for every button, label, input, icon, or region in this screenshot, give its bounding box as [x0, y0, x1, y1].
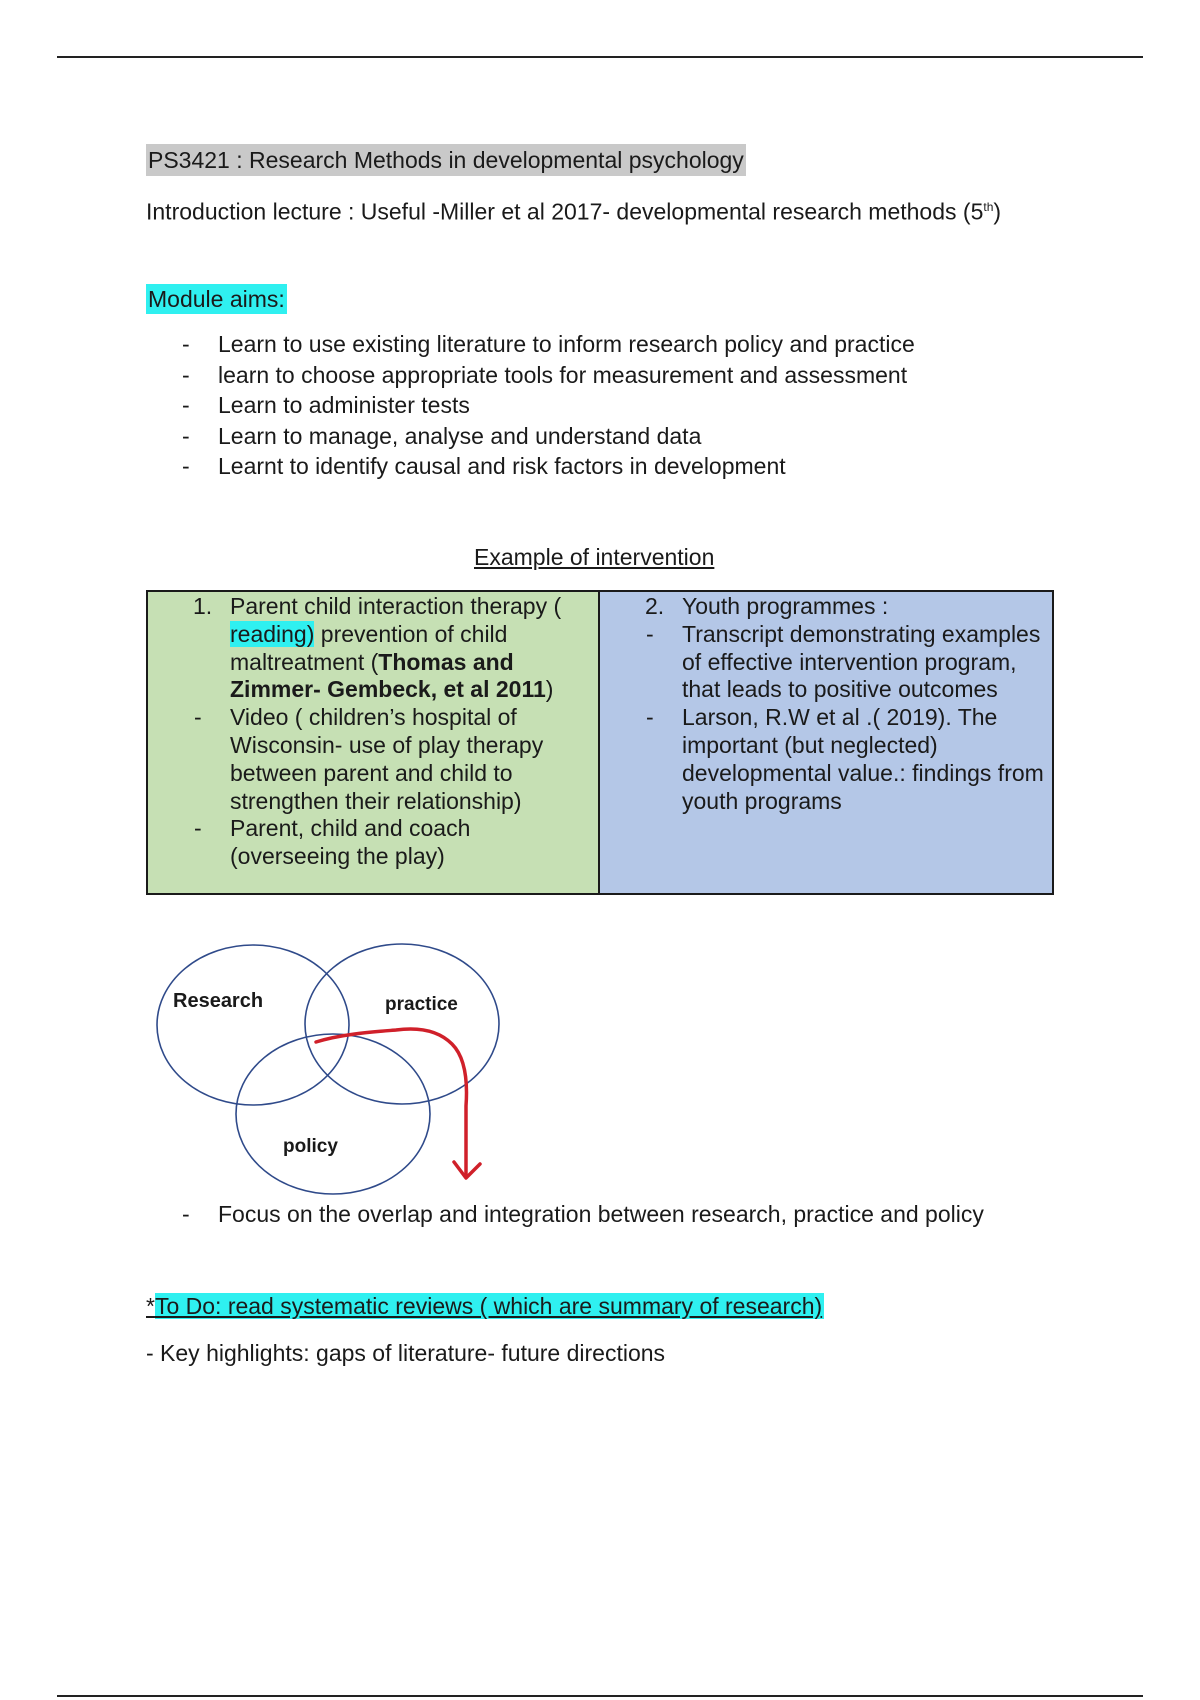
course-title: PS3421 : Research Methods in developmental psychology	[146, 144, 746, 176]
item-number: 1.	[193, 593, 213, 619]
focus-list	[182, 1199, 984, 1230]
intervention-cell-youth	[600, 592, 1052, 893]
list-item: - Learnt to identify causal and risk factors in development	[182, 451, 915, 482]
intervention-bullet	[600, 704, 1052, 815]
key-highlights: - Key highlights: gaps of literature- future directions	[146, 1340, 666, 1366]
venn-circle-practice	[305, 944, 499, 1104]
bullet-text: Transcript demonstrating examples of effective intervention program, that leads to positive outcomes	[682, 620, 1041, 703]
citation-bold: Thomas and Zimmer- Gembeck, et al 2011	[230, 648, 546, 703]
intervention-bullet	[600, 621, 1052, 704]
intro-line	[146, 192, 1001, 227]
list-item: - Learn to administer tests	[182, 390, 915, 421]
module-aims-list	[182, 329, 915, 482]
list-item: - learn to choose appropriate tools for measurement and assessment	[182, 360, 915, 391]
item-text: Parent child interaction therapy (	[230, 593, 562, 619]
intro-close: )	[993, 198, 1002, 225]
intervention-item-2	[600, 593, 1052, 621]
intro-text: Introduction lecture : Useful -Miller et al 2017- developmental research methods (5	[146, 198, 984, 225]
dash-marker: -	[194, 815, 202, 842]
list-item: - Focus on the overlap and integration between research, practice and policy	[182, 1199, 984, 1230]
dash-marker: -	[646, 620, 654, 647]
intervention-table	[146, 590, 1054, 895]
todo-star: *	[146, 1293, 155, 1319]
venn-diagram	[146, 938, 556, 1200]
venn-circle-research	[157, 945, 349, 1105]
list-item: - Learn to use existing literature to inform research policy and practice	[182, 329, 915, 360]
intervention-bullet	[148, 815, 598, 871]
example-title: Example of intervention	[474, 544, 715, 570]
venn-label-research: Research	[173, 990, 264, 1012]
dash-marker: -	[194, 704, 202, 731]
bullet-text: Parent, child and coach (overseeing the play)	[230, 815, 471, 870]
todo-note	[146, 1291, 824, 1321]
venn-circle-policy	[236, 1034, 430, 1194]
module-aims-heading: Module aims:	[148, 286, 285, 312]
bullet-text: Video ( children’s hospital of Wisconsin- use of play therapy between parent and child to strengthen their relationship)	[230, 704, 544, 814]
highlighted-text: reading)	[230, 620, 315, 647]
dash-marker: -	[646, 704, 654, 731]
intervention-item-1	[148, 593, 598, 704]
item-text: prevention of child maltreatment (	[230, 620, 508, 675]
top-rule	[57, 56, 1143, 58]
item-number: 2.	[645, 593, 665, 619]
venn-label-policy: policy	[283, 1136, 338, 1157]
item-text: )	[545, 676, 554, 703]
list-item: - Learn to manage, analyse and understand data	[182, 421, 915, 452]
bullet-text: Larson, R.W et al .( 2019). The important (but neglected) developmental value.: findings from youth programs	[682, 704, 1044, 814]
todo-text: To Do: read systematic reviews ( which are summary of research)	[154, 1293, 823, 1319]
item-text: Youth programmes :	[682, 593, 889, 619]
bottom-rule	[57, 1695, 1143, 1697]
intervention-bullet	[148, 704, 598, 815]
intervention-cell-parent-child	[148, 592, 600, 893]
intro-superscript: th	[983, 200, 994, 214]
venn-label-practice: practice	[385, 994, 458, 1015]
